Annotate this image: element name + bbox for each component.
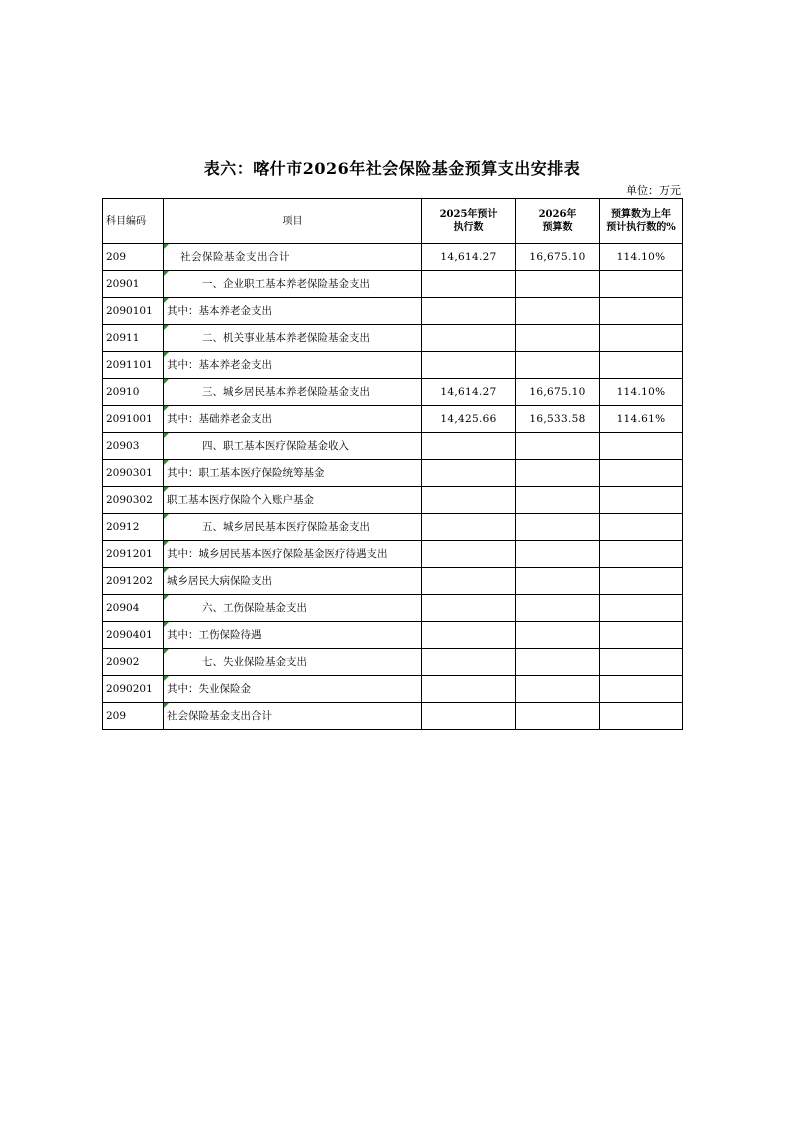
row-prev: 14,425.66 xyxy=(422,406,516,433)
row-code: 20911 xyxy=(103,325,164,352)
table-row xyxy=(103,352,683,379)
row-item: 其中：基本养老金支出 xyxy=(164,352,422,379)
page-title: 表六：喀什市2026年社会保险基金预算支出安排表 xyxy=(203,159,581,178)
row-item: 职工基本医疗保险个入账户基金 xyxy=(164,487,422,514)
table-row xyxy=(103,649,683,676)
header-budget xyxy=(516,199,600,244)
row-code: 20902 xyxy=(103,649,164,676)
header-prev xyxy=(422,199,516,244)
row-budget xyxy=(516,352,600,379)
row-ratio xyxy=(600,595,683,622)
row-code: 2090201 xyxy=(103,676,164,703)
row-budget xyxy=(516,703,600,730)
table-row xyxy=(103,487,683,514)
table-row xyxy=(103,379,683,406)
row-ratio: 114.10% xyxy=(600,379,683,406)
row-ratio xyxy=(600,433,683,460)
row-ratio xyxy=(600,622,683,649)
table-row xyxy=(103,460,683,487)
row-code: 2091202 xyxy=(103,568,164,595)
row-budget xyxy=(516,595,600,622)
row-ratio xyxy=(600,676,683,703)
row-ratio xyxy=(600,541,683,568)
row-ratio xyxy=(600,514,683,541)
header-code: 科目编码 xyxy=(103,199,164,244)
table-row xyxy=(103,541,683,568)
table-row xyxy=(103,244,683,271)
header-ratio-text: 预算数为上年 预计执行数的% xyxy=(606,209,676,233)
row-code: 2091201 xyxy=(103,541,164,568)
row-ratio xyxy=(600,568,683,595)
row-budget xyxy=(516,271,600,298)
row-prev xyxy=(422,433,516,460)
row-code: 209 xyxy=(103,703,164,730)
row-prev xyxy=(422,460,516,487)
row-budget xyxy=(516,622,600,649)
row-item: 其中：工伤保险待遇 xyxy=(164,622,422,649)
row-code: 20904 xyxy=(103,595,164,622)
row-budget xyxy=(516,325,600,352)
row-budget xyxy=(516,433,600,460)
row-prev xyxy=(422,595,516,622)
table-row xyxy=(103,298,683,325)
row-ratio: 114.10% xyxy=(600,244,683,271)
row-prev xyxy=(422,352,516,379)
table-row xyxy=(103,595,683,622)
table-row xyxy=(103,325,683,352)
row-item: 四、职工基本医疗保险基金收入 xyxy=(164,433,422,460)
table-row xyxy=(103,514,683,541)
table-row xyxy=(103,568,683,595)
row-code: 20903 xyxy=(103,433,164,460)
row-prev: 14,614.27 xyxy=(422,244,516,271)
row-budget xyxy=(516,487,600,514)
row-budget xyxy=(516,568,600,595)
header-budget-text: 2026年 预算数 xyxy=(538,209,577,233)
row-prev xyxy=(422,676,516,703)
row-prev xyxy=(422,622,516,649)
row-prev: 14,614.27 xyxy=(422,379,516,406)
row-prev xyxy=(422,703,516,730)
row-code: 2090401 xyxy=(103,622,164,649)
row-code: 20901 xyxy=(103,271,164,298)
row-code: 2090101 xyxy=(103,298,164,325)
row-item: 二、机关事业基本养老保险基金支出 xyxy=(164,325,422,352)
row-code: 20910 xyxy=(103,379,164,406)
row-prev xyxy=(422,514,516,541)
row-code: 2090302 xyxy=(103,487,164,514)
row-prev xyxy=(422,568,516,595)
table-row xyxy=(103,271,683,298)
row-prev xyxy=(422,649,516,676)
row-code: 2090301 xyxy=(103,460,164,487)
row-ratio xyxy=(600,487,683,514)
table-header-row xyxy=(103,199,683,244)
header-ratio xyxy=(600,199,683,244)
row-item: 七、失业保险基金支出 xyxy=(164,649,422,676)
row-prev xyxy=(422,271,516,298)
row-ratio xyxy=(600,298,683,325)
table-row xyxy=(103,676,683,703)
row-prev xyxy=(422,541,516,568)
row-prev xyxy=(422,298,516,325)
row-budget xyxy=(516,460,600,487)
row-item: 六、工伤保险基金支出 xyxy=(164,595,422,622)
table-row xyxy=(103,433,683,460)
row-budget: 16,675.10 xyxy=(516,244,600,271)
header-item: 项目 xyxy=(164,199,422,244)
unit-label: 单位：万元 xyxy=(626,184,681,197)
table-row xyxy=(103,406,683,433)
row-item: 其中：失业保险金 xyxy=(164,676,422,703)
row-budget xyxy=(516,298,600,325)
row-item: 三、城乡居民基本养老保险基金支出 xyxy=(164,379,422,406)
row-ratio xyxy=(600,352,683,379)
row-item: 其中：基础养老金支出 xyxy=(164,406,422,433)
row-item: 社会保险基金支出合计 xyxy=(164,703,422,730)
row-ratio: 114.61% xyxy=(600,406,683,433)
table-row xyxy=(103,622,683,649)
budget-table xyxy=(102,198,683,730)
row-item: 社会保险基金支出合计 xyxy=(164,244,422,271)
row-prev xyxy=(422,487,516,514)
row-item: 其中：城乡居民基本医疗保险基金医疗待遇支出 xyxy=(164,541,422,568)
row-ratio xyxy=(600,703,683,730)
row-item: 其中：基本养老金支出 xyxy=(164,298,422,325)
row-budget: 16,533.58 xyxy=(516,406,600,433)
table-row xyxy=(103,703,683,730)
row-budget xyxy=(516,541,600,568)
row-ratio xyxy=(600,271,683,298)
row-code: 209 xyxy=(103,244,164,271)
row-ratio xyxy=(600,460,683,487)
row-ratio xyxy=(600,325,683,352)
row-item: 其中：职工基本医疗保险统筹基金 xyxy=(164,460,422,487)
header-prev-text: 2025年预计 执行数 xyxy=(439,209,498,233)
row-item: 城乡居民大病保险支出 xyxy=(164,568,422,595)
row-code: 2091001 xyxy=(103,406,164,433)
row-item: 五、城乡居民基本医疗保险基金支出 xyxy=(164,514,422,541)
row-budget xyxy=(516,514,600,541)
row-budget: 16,675.10 xyxy=(516,379,600,406)
row-code: 2091101 xyxy=(103,352,164,379)
row-budget xyxy=(516,676,600,703)
row-prev xyxy=(422,325,516,352)
row-budget xyxy=(516,649,600,676)
row-item: 一、企业职工基本养老保险基金支出 xyxy=(164,271,422,298)
row-ratio xyxy=(600,649,683,676)
row-code: 20912 xyxy=(103,514,164,541)
